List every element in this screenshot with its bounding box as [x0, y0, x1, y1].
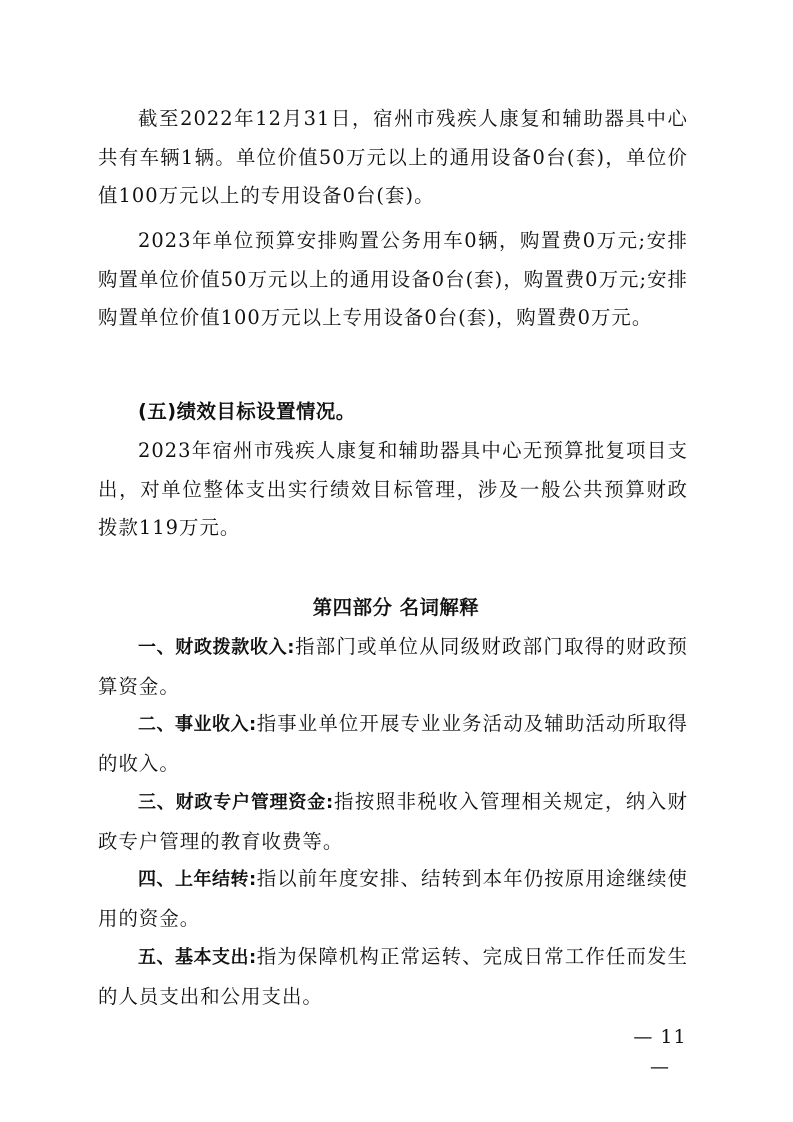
term-label: 三、财政专户管理资金:: [138, 792, 334, 813]
term-definition: 指事业单位开展专业业务活动及辅助活动所取得的收入。: [98, 712, 688, 775]
term-label: 一、财政拨款收入:: [138, 637, 295, 658]
part-four-title: 第四部分 名词解释: [312, 596, 480, 619]
section-five-heading: (五)绩效目标设置情况。: [138, 400, 356, 423]
term-definition: 指部门或单位从同级财政部门取得的财政预算资金。: [98, 635, 688, 698]
term-definition-item: [98, 938, 688, 1016]
term-definition: 指为保障机构正常运转、完成日常工作任而发生的人员支出和公用支出。: [98, 945, 688, 1008]
term-label: 五、基本支出:: [138, 947, 257, 968]
section-five-body: 2023年宿州市残疾人康复和辅助器具中心无预算批复项目支出，对单位整体支出实行绩效目标管理，涉及一般公共预算财政拨款119万元。: [98, 439, 688, 540]
term-label: 四、上年结转:: [138, 869, 257, 890]
paragraph-purchase-plan: 2023年单位预算安排购置公务用车0辆，购置费0万元;安排购置单位价值50万元以上的通用设备0台(套)，购置费0万元;安排购置单位价值100万元以上专用设备0台(套)，购置费0万元。: [98, 229, 688, 330]
paragraph-vehicles: 截至2022年12月31日，宿州市残疾人康复和辅助器具中心共有车辆1辆。单位价值50万元以上的通用设备0台(套)，单位价值100万元以上的专用设备0台(套)。: [98, 107, 688, 208]
term-definition: 指以前年度安排、结转到本年仍按原用途继续使用的资金。: [98, 867, 688, 930]
term-label: 二、事业收入:: [138, 714, 257, 735]
term-definition-item: [98, 705, 688, 783]
term-definition-item: [98, 860, 688, 938]
term-definition-item: [98, 628, 688, 706]
term-definition-item: [98, 783, 688, 861]
term-definition: 指按照非税收入管理相关规定，纳入财政专户管理的教育收费等。: [98, 790, 688, 853]
page-number: — 11 —: [633, 1026, 687, 1078]
